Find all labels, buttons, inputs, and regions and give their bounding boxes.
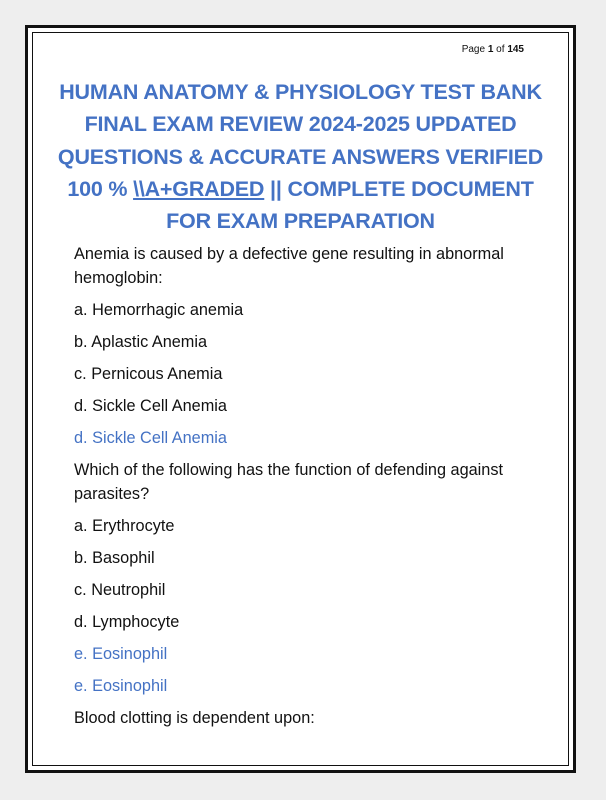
question-3-text-line-1: Blood clotting is dependent upon: (74, 709, 315, 727)
question-1-option-a: a. Hemorrhagic anemia (74, 301, 244, 319)
page-total: 145 (507, 44, 524, 55)
page-of: of (493, 44, 508, 55)
question-1-option-d: d. Sickle Cell Anemia (74, 397, 227, 415)
question-1-answer: d. Sickle Cell Anemia (74, 429, 227, 447)
document-title (33, 76, 568, 237)
question-2-option-d: d. Lymphocyte (74, 613, 180, 631)
page-current: 1 (487, 44, 494, 55)
question-1-option-c: c. Pernicous Anemia (74, 365, 223, 383)
question-2-option-c: c. Neutrophil (74, 581, 166, 599)
title-line-3: QUESTIONS & ACCURATE ANSWERS VERIFIED (57, 144, 544, 169)
question-1-option-b: b. Aplastic Anemia (74, 333, 208, 351)
title-line-4 (33, 173, 568, 205)
question-1-text-line-1: Anemia is caused by a defective gene resulting in abnormal (74, 245, 504, 263)
graded-link[interactable]: \\A+GRADED (133, 176, 265, 201)
page-border (25, 25, 576, 773)
question-2-option-a: a. Erythrocyte (74, 517, 175, 535)
title-line-4-suffix: || COMPLETE DOCUMENT (264, 176, 534, 201)
title-line-5: FOR EXAM PREPARATION (166, 209, 435, 234)
page-border-inner (32, 32, 569, 766)
question-2-option-b: b. Basophil (74, 549, 155, 567)
title-line-1: HUMAN ANATOMY & PHYSIOLOGY TEST BANK (59, 80, 542, 104)
question-2-text-line-2: parasites? (74, 485, 150, 503)
title-line-2: FINAL EXAM REVIEW 2024-2025 UPDATED (84, 112, 517, 137)
page-prefix: Page (461, 44, 488, 55)
page-number (462, 44, 524, 55)
title-line-4-prefix: 100 % (67, 176, 134, 201)
question-2-answer: e. Eosinophil (74, 677, 168, 695)
question-1-text-line-2: hemoglobin: (74, 269, 163, 287)
question-2-option-e: e. Eosinophil (74, 645, 168, 663)
question-2-text-line-1: Which of the following has the function of defending against (74, 461, 504, 479)
